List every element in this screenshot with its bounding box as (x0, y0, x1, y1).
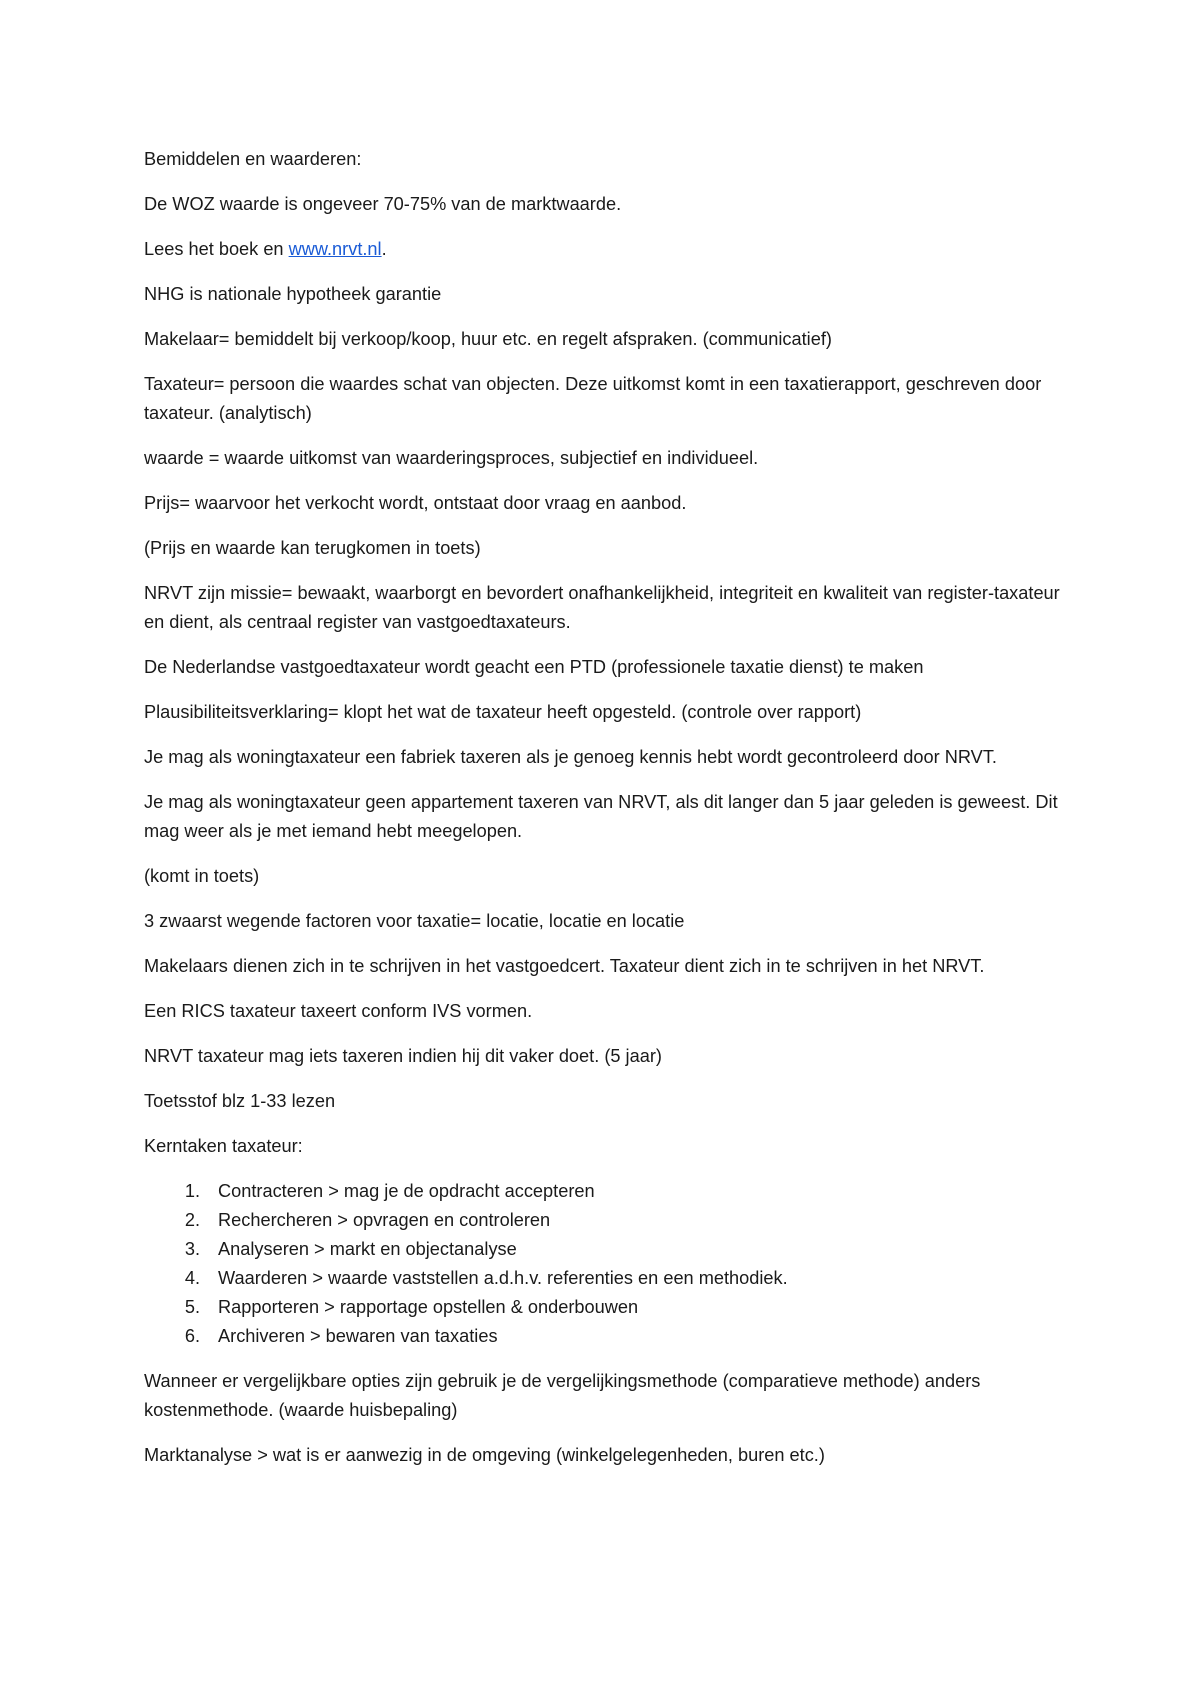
document-page (144, 145, 1064, 1486)
list-item (144, 1293, 1064, 1322)
list-number: 5. (184, 1297, 200, 1317)
paragraph: Wanneer er vergelijkbare opties zijn gebruik je de vergelijkingsmethode (comparatieve methode) anders kostenmethode. (waarde huisbepaling) (144, 1371, 981, 1420)
paragraph: Je mag als woningtaxateur een fabriek taxeren als je genoeg kennis hebt wordt gecontroleerd door NRVT. (144, 747, 997, 767)
paragraph: (komt in toets) (144, 866, 260, 886)
paragraph: Makelaar= bemiddelt bij verkoop/koop, huur etc. en regelt afspraken. (communicatief) (144, 329, 832, 349)
paragraph: Prijs= waarvoor het verkocht wordt, ontstaat door vraag en aanbod. (144, 493, 687, 513)
paragraph: NRVT taxateur mag iets taxeren indien hij dit vaker doet. (5 jaar) (144, 1046, 662, 1066)
paragraph: Marktanalyse > wat is er aanwezig in de omgeving (winkelgelegenheden, buren etc.) (144, 1445, 825, 1465)
list-number: 6. (184, 1326, 200, 1346)
paragraph: De Nederlandse vastgoedtaxateur wordt geacht een PTD (professionele taxatie dienst) te maken (144, 657, 924, 677)
paragraph: Taxateur= persoon die waardes schat van objecten. Deze uitkomst komt in een taxatierapport, geschreven door taxateur. (analytisch) (144, 374, 1042, 423)
paragraph: Toetsstof blz 1-33 lezen (144, 1091, 336, 1111)
list-number: 1. (184, 1181, 200, 1201)
paragraph: (Prijs en waarde kan terugkomen in toets) (144, 538, 481, 558)
paragraph: Makelaars dienen zich in te schrijven in het vastgoedcert. Taxateur dient zich in te schrijven in het NRVT. (144, 956, 985, 976)
paragraph: NRVT zijn missie= bewaakt, waarborgt en bevordert onafhankelijkheid, integriteit en kwaliteit van register-taxateur en dient, als centraal register van vastgoedtaxateurs. (144, 583, 1060, 632)
heading-paragraph: Bemiddelen en waarderen: (144, 149, 362, 169)
list-item (144, 1177, 1064, 1206)
list-item (144, 1206, 1064, 1235)
text-segment: . (381, 239, 387, 259)
list-item (144, 1322, 1064, 1351)
paragraph: Plausibiliteitsverklaring= klopt het wat de taxateur heeft opgesteld. (controle over rapport) (144, 702, 862, 722)
paragraph: NHG is nationale hypotheek garantie (144, 284, 442, 304)
nrvt-link[interactable]: www.nrvt.nl (288, 239, 382, 259)
text-segment: Lees het boek en (144, 239, 289, 259)
paragraph: waarde = waarde uitkomst van waarderingsproces, subjectief en individueel. (144, 448, 759, 468)
list-text: Waarderen > waarde vaststellen a.d.h.v. referenties en een methodiek. (218, 1268, 788, 1288)
list-item (144, 1264, 1064, 1293)
paragraph: 3 zwaarst wegende factoren voor taxatie= locatie, locatie en locatie (144, 911, 685, 931)
list-text: Archiveren > bewaren van taxaties (218, 1326, 498, 1346)
list-text: Rechercheren > opvragen en controleren (218, 1210, 551, 1230)
paragraph: De WOZ waarde is ongeveer 70-75% van de marktwaarde. (144, 194, 622, 214)
paragraph: Je mag als woningtaxateur geen appartement taxeren van NRVT, als dit langer dan 5 jaar geleden is geweest. Dit mag weer als je met iemand hebt meegelopen. (144, 792, 1058, 841)
paragraph-with-link (144, 235, 1064, 264)
paragraph: Kerntaken taxateur: (144, 1136, 303, 1156)
numbered-list (144, 1177, 1064, 1351)
list-number: 4. (184, 1268, 200, 1288)
list-number: 2. (184, 1210, 200, 1230)
list-text: Rapporteren > rapportage opstellen & onderbouwen (218, 1297, 639, 1317)
list-item (144, 1235, 1064, 1264)
list-text: Analyseren > markt en objectanalyse (218, 1239, 517, 1259)
paragraph: Een RICS taxateur taxeert conform IVS vormen. (144, 1001, 533, 1021)
list-text: Contracteren > mag je de opdracht accepteren (218, 1181, 595, 1201)
list-number: 3. (184, 1239, 200, 1259)
